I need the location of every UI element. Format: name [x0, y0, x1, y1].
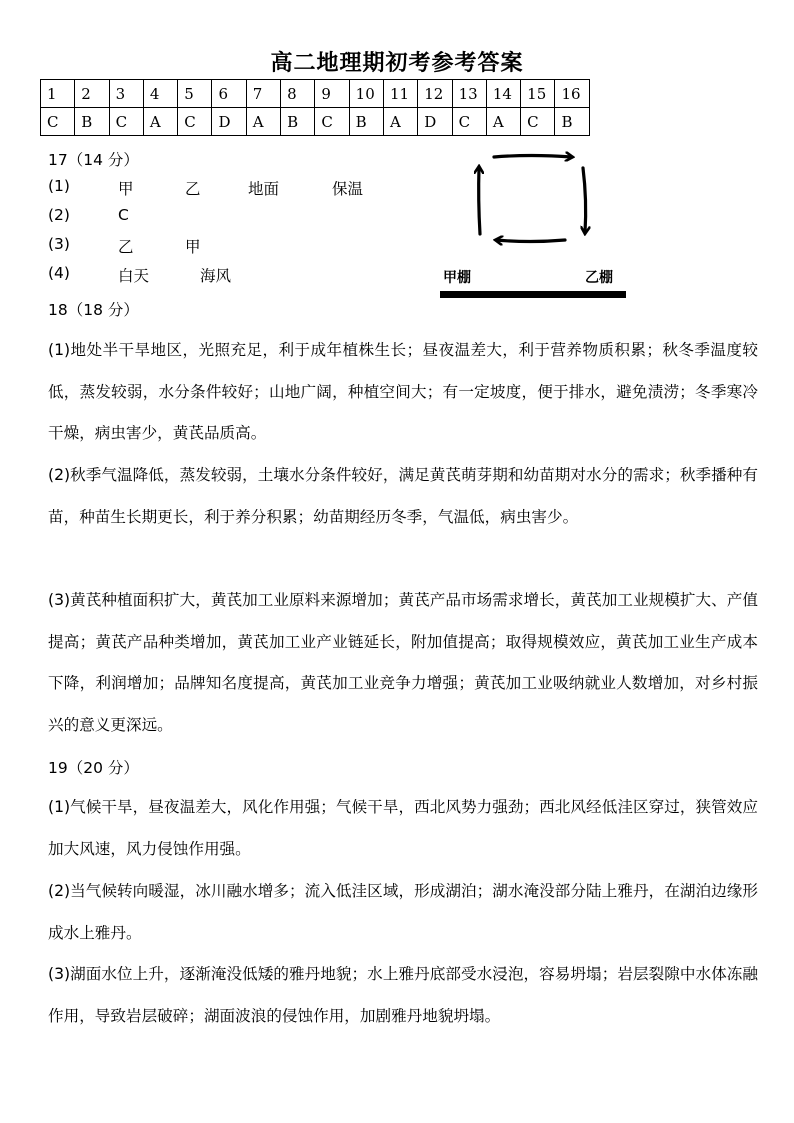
answer-text: 甲	[185, 238, 201, 256]
answer-cell: A	[246, 108, 280, 136]
question-number-cell: 5	[178, 80, 212, 108]
page-title: 高二地理期初考参考答案	[270, 51, 524, 76]
answer-text: 甲	[118, 180, 134, 198]
q17-heading: 17（14 分）	[48, 151, 139, 169]
answer-cell: D	[418, 108, 452, 136]
answer-cell: A	[383, 108, 417, 136]
question-number-cell: 8	[281, 80, 315, 108]
question-number-cell: 3	[109, 80, 143, 108]
q19-answer-2: (2)当气候转向暖湿，冰川融水增多；流入低洼区域，形成湖泊；湖水淹没部分陆上雅丹，在湖泊边缘形成水上雅丹。	[48, 882, 758, 942]
bottom-arrow-icon	[496, 240, 565, 242]
question-number-cell: 13	[452, 80, 486, 108]
answer-text: 白天	[118, 267, 150, 285]
answer-cell: B	[75, 108, 109, 136]
answer-cell: A	[486, 108, 520, 136]
question-number-cell: 15	[521, 80, 555, 108]
item-number: (2)	[48, 206, 70, 224]
answer-table-number-row	[41, 80, 590, 108]
answer-cell: D	[212, 108, 246, 136]
left-shed-label: 甲棚	[443, 270, 471, 286]
question-number-cell: 9	[315, 80, 349, 108]
question-number-cell: 2	[75, 80, 109, 108]
answer-cell: B	[281, 108, 315, 136]
q18-answer-3: (3)黄芪种植面积扩大，黄芪加工业原料来源增加；黄芪产品市场需求增长，黄芪加工业规模扩大、产值提高；黄芪产品种类增加，黄芪加工业产业链延长，附加值提高；取得规模效应，黄芪加工业生产成本下降，利润增加；品牌知名度提高，黄芪加工业竞争力增强；黄芪加工业吸纳就业人数增加，对乡村振兴的意义更深远。	[48, 591, 758, 734]
item-number: (1)	[48, 177, 70, 195]
answer-text: 乙	[118, 238, 134, 256]
q18-answer-1: (1)地处半干旱地区，光照充足，利于成年植株生长；昼夜温差大，利于营养物质积累；秋冬季温度较低，蒸发较弱，水分条件较好；山地广阔，种植空间大；有一定坡度，便于排水，避免渍涝；冬季寒冷干燥，病虫害少，黄芪品质高。	[48, 341, 758, 442]
answer-cell: C	[178, 108, 212, 136]
answer-cell: A	[143, 108, 177, 136]
circulation-arrows	[430, 140, 650, 260]
answer-text: 海风	[200, 267, 232, 285]
answer-cell: C	[41, 108, 75, 136]
question-number-cell: 4	[143, 80, 177, 108]
question-number-cell: 12	[418, 80, 452, 108]
q19-answer-1: (1)气候干旱，昼夜温差大，风化作用强；气候干旱，西北风势力强劲；西北风经低洼区穿过，狭管效应加大风速，风力侵蚀作用强。	[48, 798, 758, 858]
question-number-cell: 14	[486, 80, 520, 108]
question-number-cell: 7	[246, 80, 280, 108]
q18-heading: 18（18 分）	[48, 301, 139, 319]
item-number: (3)	[48, 235, 70, 253]
ground-bar	[440, 291, 626, 298]
q18-answer-2: (2)秋季气温降低，蒸发较弱，土壤水分条件较好，满足黄芪萌芽期和幼苗期对水分的需求；秋季播种有苗，种苗生长期更长，利于养分积累；幼苗期经历冬季，气温低，病虫害少。	[48, 466, 758, 526]
circulation-diagram	[430, 140, 650, 305]
top-arrow-icon	[494, 156, 572, 158]
answer-cell: B	[349, 108, 383, 136]
question-number-cell: 1	[41, 80, 75, 108]
q19-heading: 19（20 分）	[48, 759, 139, 777]
question-number-cell: 16	[555, 80, 589, 108]
answer-text: 乙	[185, 180, 201, 198]
answer-cell: C	[315, 108, 349, 136]
left-arrow-icon	[479, 167, 480, 234]
right-shed-label: 乙棚	[585, 270, 613, 286]
answer-cell: C	[109, 108, 143, 136]
item-number: (4)	[48, 264, 70, 282]
answer-cell: C	[521, 108, 555, 136]
answer-table-answer-row	[41, 108, 590, 136]
answer-cell: C	[452, 108, 486, 136]
question-number-cell: 6	[212, 80, 246, 108]
right-arrow-icon	[583, 168, 586, 233]
answer-text: 地面	[248, 180, 280, 198]
answer-table	[40, 79, 590, 136]
q19-answer-3: (3)湖面水位上升，逐渐淹没低矮的雅丹地貌；水上雅丹底部受水浸泡，容易坍塌；岩层裂隙中水体冻融作用，导致岩层破碎；湖面波浪的侵蚀作用，加剧雅丹地貌坍塌。	[48, 965, 758, 1025]
answer-text: 保温	[332, 180, 364, 198]
question-number-cell: 10	[349, 80, 383, 108]
answer-text: C	[118, 206, 129, 224]
answer-cell: B	[555, 108, 589, 136]
question-number-cell: 11	[383, 80, 417, 108]
